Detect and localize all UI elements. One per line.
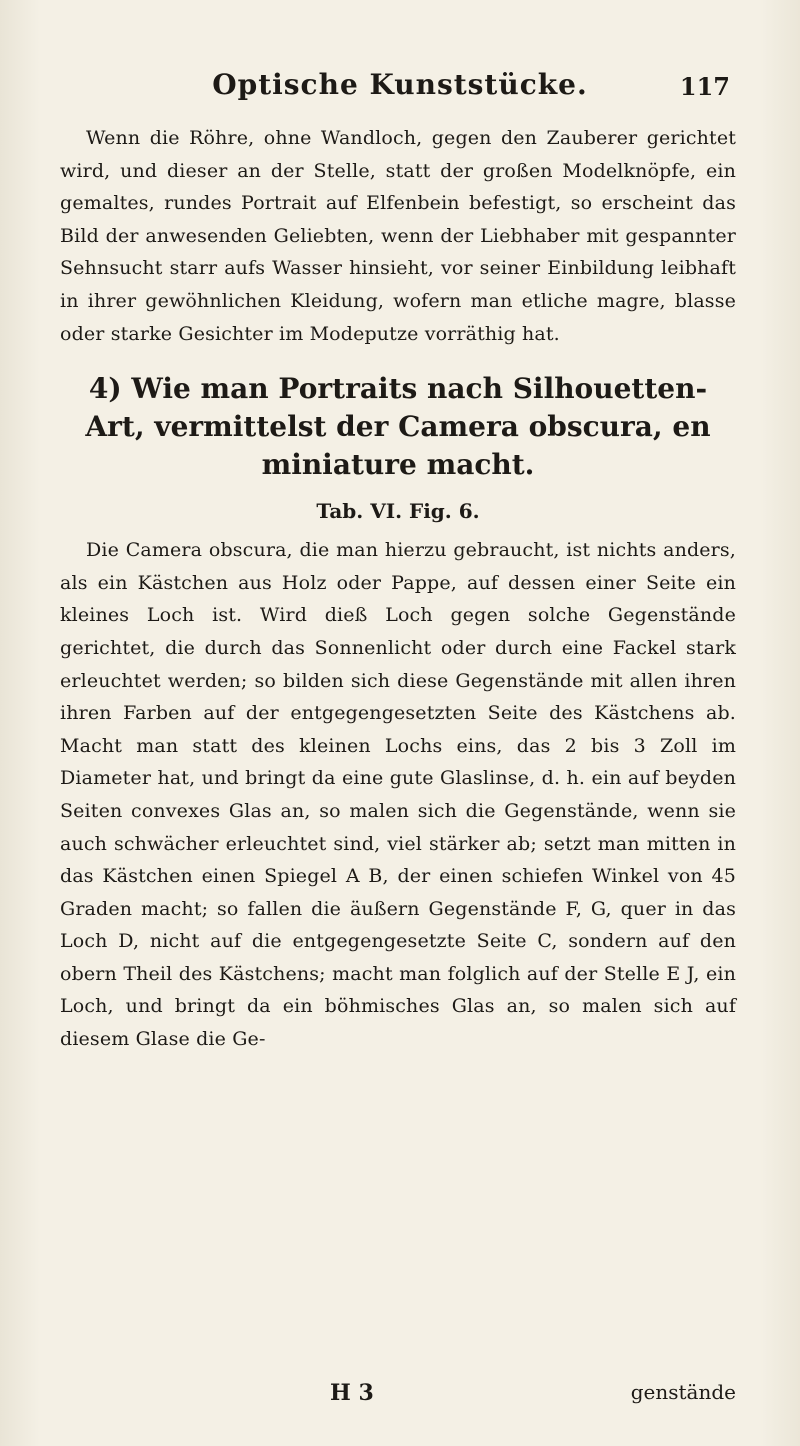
- running-title: Optische Kunststücke.: [212, 68, 588, 101]
- section-heading: 4) Wie man Portraits nach Silhouetten-Art, vermittelst der Camera obscura, en miniature macht.: [85, 372, 711, 482]
- signature-mark: H 3: [330, 1380, 374, 1406]
- page-header: [0, 68, 800, 108]
- page-body: [60, 122, 736, 1056]
- page-number: 117: [679, 72, 730, 101]
- figure-reference: Tab. VI. Fig. 6.: [316, 499, 480, 524]
- catchword: genstände: [630, 1380, 736, 1404]
- paragraph: Die Camera obscura, die man hierzu gebraucht, ist nichts anders, als ein Kästchen aus Holz oder Pappe, auf dessen einer Seite ein kleines Loch ist. Wird dieß Loch gegen solche Gegenstände gerichtet, die durch das Sonnenlicht oder durch eine Fackel stark erleuchtet werden; so bilden sich diese Gegenstände mit allen ihren ihren Farben auf der entgegengesetzten Seite des Kästchens ab. Macht man statt des kleinen Lochs eins, das 2 bis 3 Zoll im Diameter hat, und bringt da eine gute Glaslinse, d. h. ein auf beyden Seiten convexes Glas an, so malen sich die Gegenstände, wenn sie auch schwächer erleuchtet sind, viel stärker ab; setzt man mitten in das Kästchen einen Spiegel A B, der einen schiefen Winkel von 45 Graden macht; so fallen die äußern Gegenstände F, G, quer in das Loch D, nicht auf die entgegengesetzte Seite C, sondern auf den obern Theil des Kästchens; macht man folglich auf der Stelle E J, ein Loch, und bringt da ein böhmisches Glas an, so malen sich auf diesem Glase die Ge-: [60, 539, 736, 1051]
- paragraph: Wenn die Röhre, ohne Wandloch, gegen den Zauberer gerichtet wird, und dieser an der Stelle, statt der großen Modelknöpfe, ein gemaltes, rundes Portrait auf Elfenbein befestigt, so erscheint das Bild der anwesenden Geliebten, wenn der Liebhaber mit gespannter Sehnsucht starr aufs Wasser hinsieht, vor seiner Einbildung leibhaft in ihrer gewöhnlichen Kleidung, wofern man etliche magre, blasse oder starke Gesichter im Modeputze vorräthig hat.: [60, 127, 736, 345]
- page-footer: [60, 1380, 736, 1420]
